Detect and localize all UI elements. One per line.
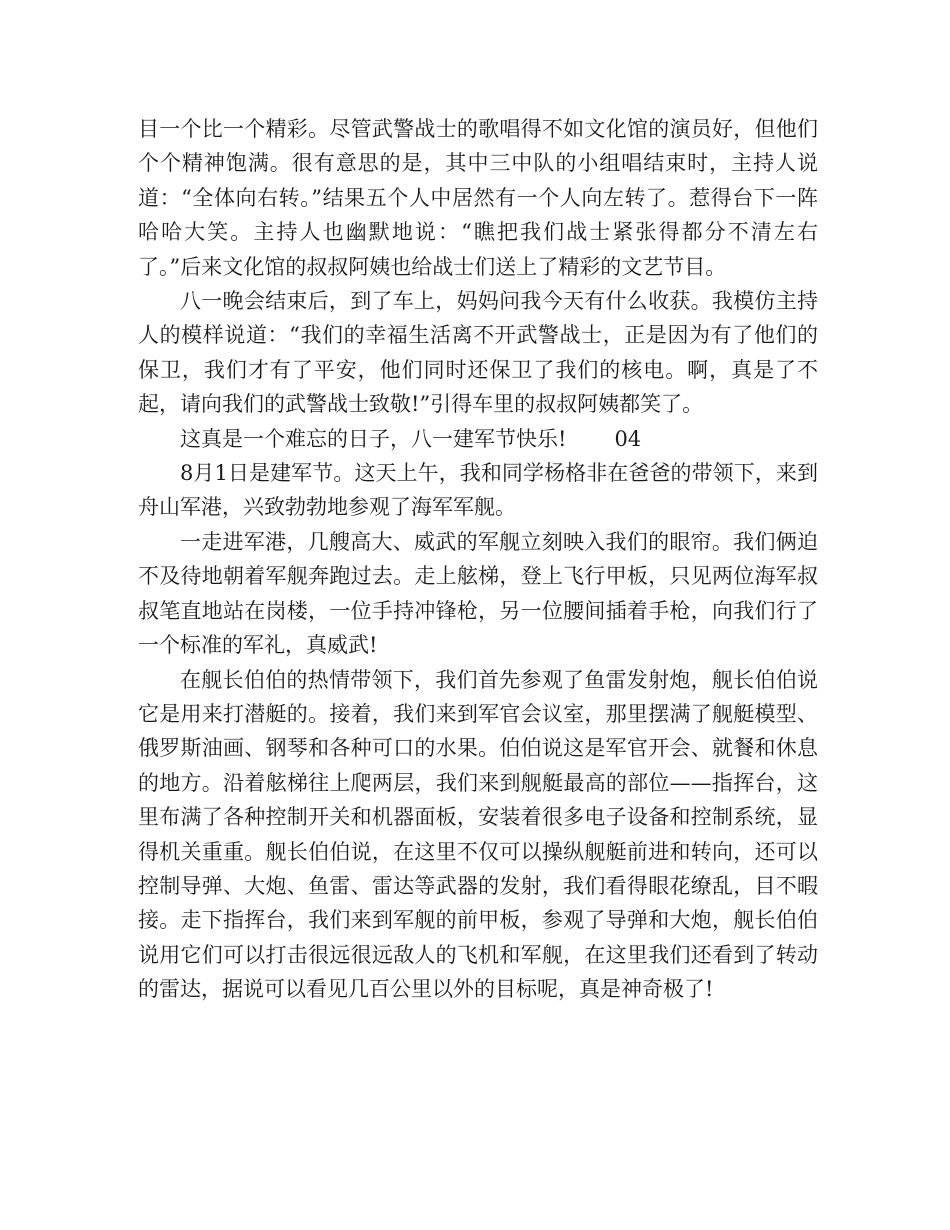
paragraph-1: 目一个比一个精彩。尽管武警战士的歌唱得不如文化馆的演员好，但他们个个精神饱满。很有意思的是，其中三中队的小组唱结束时，主持人说道：“全体向右转。”结果五个人中居然有一个人向左转了。惹得台下一阵哈哈大笑。主持人也幽默地说：“瞧把我们战士紧张得都分不清左右了。”后来文化馆的叔叔阿姨也给战士们送上了精彩的文艺节目。: [138, 117, 818, 279]
paragraph-4: 8月1日是建军节。这天上午，我和同学杨格非在爸爸的带领下，来到舟山军港，兴致勃勃地参观了海军军舰。: [138, 461, 818, 520]
document-page: [138, 112, 818, 1007]
paragraph-3-text: 这真是一个难忘的日子，八一建军节快乐!: [180, 426, 567, 451]
section-number: 04: [614, 426, 642, 451]
paragraph-5: 一走进军港，几艘高大、威武的军舰立刻映入我们的眼帘。我们俩迫不及待地朝着军舰奔跑过去。走上舷梯，登上飞行甲板，只见两位海军叔叔笔直地站在岗楼，一位手持冲锋枪，另一位腰间插着手枪，向我们行了一个标准的军礼，真威武!: [138, 529, 818, 658]
paragraph-2: 八一晚会结束后，到了车上，妈妈问我今天有什么收获。我模仿主持人的模样说道：“我们的幸福生活离不开武警战士，正是因为有了他们的保卫，我们才有了平安，他们同时还保卫了我们的核电。啊，真是了不起，请向我们的武警战士致敬!”引得车里的叔叔阿姨都笑了。: [138, 289, 818, 417]
paragraph-3: [138, 422, 818, 456]
paragraph-6: 在舰长伯伯的热情带领下，我们首先参观了鱼雷发射炮，舰长伯伯说它是用来打潜艇的。接着，我们来到军官会议室，那里摆满了舰艇模型、俄罗斯油画、钢琴和各种可口的水果。伯伯说这是军官开会、就餐和休息的地方。沿着舷梯往上爬两层，我们来到舰艇最高的部位——指挥台，这里布满了各种控制开关和机器面板，安装着很多电子设备和控制系统，显得机关重重。舰长伯伯说，在这里不仅可以操纵舰艇前进和转向，还可以控制导弹、大炮、鱼雷、雷达等武器的发射，我们看得眼花缭乱，目不暇接。走下指挥台，我们来到军舰的前甲板，参观了导弹和大炮，舰长伯伯说用它们可以打击很远很远敌人的飞机和军舰，在这里我们还看到了转动的雷达，据说可以看见几百公里以外的目标呢，真是神奇极了!: [138, 667, 818, 1002]
